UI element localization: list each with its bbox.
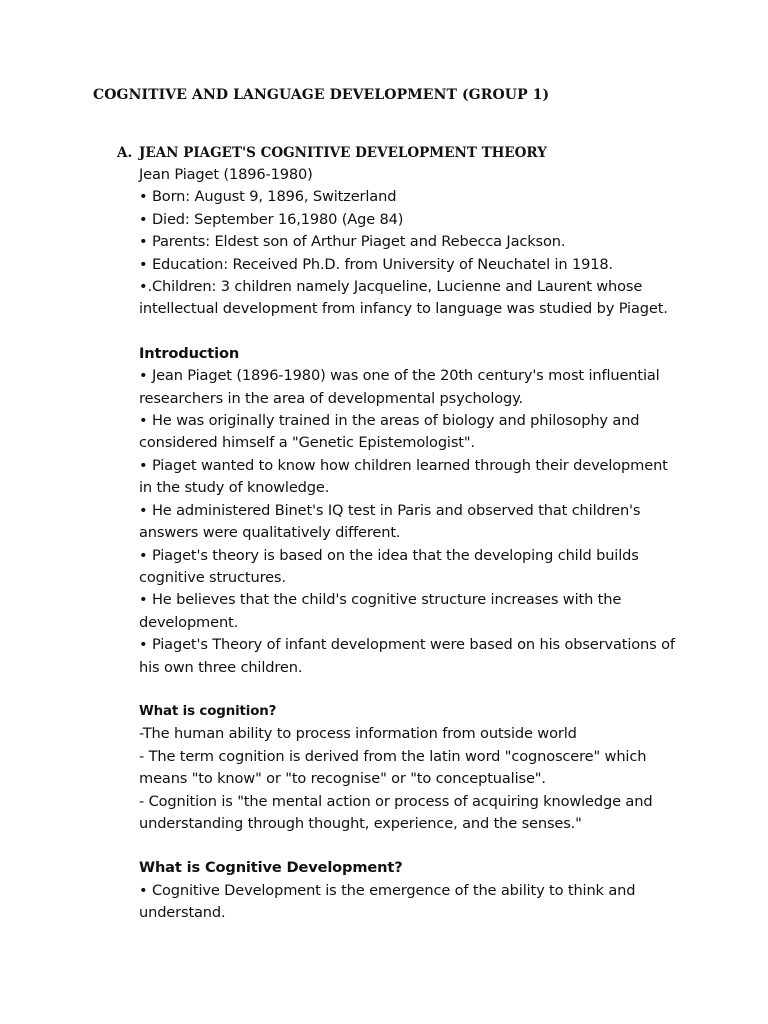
section-letter: A. [117,145,133,161]
cognitive-development-block [139,857,684,924]
cognition-item: -The human ability to process information from outside world [139,725,577,743]
section-heading [117,145,677,164]
intro-item: • Piaget's Theory of infant development were based on his observations of his own three children. [139,636,675,676]
cognition-item: - The term cognition is derived from the latin word "cognoscere" which means "to know" or "to recognise" or "to conceptualise". [139,747,647,788]
introduction-heading: Introduction [139,344,240,362]
document-title: COGNITIVE AND LANGUAGE DEVELOPMENT (GROUP 1) [93,87,550,103]
bio-name-line: Jean Piaget (1896-1980) [139,166,313,183]
spacer [139,835,684,857]
section-a-header [117,145,677,164]
bio-children: •.Children: 3 children namely Jacqueline, Lucienne and Laurent whose intellectual development from infancy to language was studied by Piaget. [139,278,668,318]
cognition-item: - Cognition is "the mental action or process of acquiring knowledge and understanding through thought, experience, and the senses." [139,792,653,832]
bio-block [139,164,684,321]
intro-item: • Piaget's theory is based on the idea that the developing child builds cognitive structures. [139,546,639,586]
cognitive-development-heading: What is Cognitive Development? [139,859,403,877]
cognition-block [139,701,684,835]
intro-item: • Jean Piaget (1896-1980) was one of the 20th century's most influential researchers in the area of developmental psychology. [139,367,660,407]
cognition-heading: What is cognition? [139,703,277,719]
intro-item: • He administered Binet's IQ test in Paris and observed that children's answers were qualitatively different. [139,501,641,542]
intro-item: • He believes that the child's cognitive structure increases with the development. [139,591,622,631]
bio-born: • Born: August 9, 1896, Switzerland [139,188,397,206]
intro-item: • He was originally trained in the areas of biology and philosophy and considered himself a "Genetic Epistemologist". [139,412,640,452]
intro-item: • Piaget wanted to know how children learned through their development in the study of knowledge. [139,456,668,497]
introduction-block [139,343,684,679]
spacer [139,679,684,701]
cognitive-development-item: • Cognitive Development is the emergence of the ability to think and understand. [139,881,636,922]
document-body [139,164,684,925]
spacer [139,321,684,343]
section-title: JEAN PIAGET'S COGNITIVE DEVELOPMENT THEORY [139,145,547,161]
bio-parents: • Parents: Eldest son of Arthur Piaget and Rebecca Jackson. [139,233,566,251]
bio-education: • Education: Received Ph.D. from University of Neuchatel in 1918. [139,255,613,273]
bio-died: • Died: September 16,1980 (Age 84) [139,210,404,228]
